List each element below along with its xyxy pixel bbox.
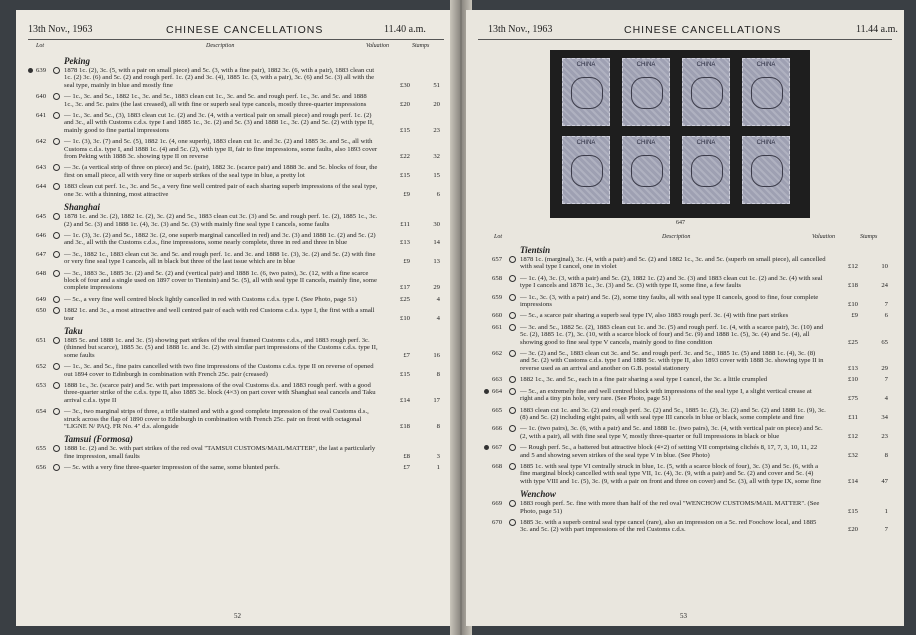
- lot-valuation: £15: [399, 126, 410, 134]
- lot-number: 640: [36, 93, 47, 101]
- circle-marker-icon: [509, 425, 516, 432]
- lot-entry: [26, 138, 448, 160]
- lot-stamp-count: 17: [433, 396, 440, 404]
- lot-number: 662: [492, 350, 503, 358]
- lot-number: 665: [492, 406, 503, 414]
- lot-number: 644: [36, 183, 47, 191]
- circle-marker-icon: [53, 67, 60, 74]
- lot-valuation: £7: [403, 351, 410, 359]
- lot-number: 647: [36, 250, 47, 258]
- lot-entry: [482, 425, 896, 440]
- lot-valuation: £7: [403, 464, 410, 472]
- lot-entry: [26, 232, 448, 247]
- stamp-image: [562, 136, 610, 204]
- lot-valuation: £12: [847, 432, 858, 440]
- lot-valuation: £30: [399, 81, 410, 89]
- circle-marker-icon: [509, 444, 516, 451]
- section-heading: Peking: [64, 56, 90, 66]
- lot-valuation: £9: [851, 312, 858, 320]
- lot-number: 661: [492, 323, 503, 331]
- lot-valuation: £18: [399, 423, 410, 431]
- stamp-label: CHINA: [696, 140, 716, 146]
- lot-valuation: £15: [399, 370, 410, 378]
- lot-stamp-count: 51: [433, 81, 440, 89]
- lot-description: — 1c., 3c. and 5c., (3), 1883 clean cut 1c. (2) and 3c. (4, with a vertical pair on small piece) and rough perf. 1c. (2) and 3c., all with Customs c.d.s. type I and 1885 1c., 3c. (2) and 5c. (3) and 1888 1c., 3c. (2) and 5c. (2) with type II, mainly good to fine partial impressions: [64, 112, 374, 134]
- lot-stamp-count: 7: [884, 376, 888, 384]
- lot-stamp-count: 24: [881, 282, 888, 290]
- cancel-mark: [631, 155, 663, 187]
- cancel-mark: [631, 77, 663, 109]
- lot-number: 643: [36, 164, 47, 172]
- lot-entry: [482, 376, 896, 383]
- lot-valuation: £10: [399, 314, 410, 322]
- lot-number: 648: [36, 269, 47, 277]
- circle-marker-icon: [53, 270, 60, 277]
- lot-entry: [26, 363, 448, 378]
- lot-description: — 5c., an extremely fine and well centred block with impressions of the seal type I, a slight vertical crease at right and a tiny pin hole, very rare. (See Photo, page 51): [520, 387, 812, 403]
- stamp-label: CHINA: [756, 62, 776, 68]
- stamp-label: CHINA: [576, 62, 596, 68]
- lot-stamp-count: 4: [436, 314, 440, 322]
- lot-entry: [482, 500, 896, 515]
- lot-description: 1885 1c. with seal type VI centrally struck in blue, 1c. (5, with a scarce block of four), 3c. (3) and 5c. (6, with a fine marginal block) cancelled with seal type VII, 1c. (4), 3c. (9, with a pair) and 5c. (2) and cover and 5c. (4) with type VIII and 1c. (5), 3c. (9, with a pair on front and three on cover) and 5c. (3), all with type IX, some fine: [520, 462, 822, 485]
- lot-stamp-count: 6: [436, 190, 440, 198]
- stamp-image: [742, 136, 790, 204]
- col-stamps-header: Stamps: [412, 43, 430, 49]
- stamp-image: [682, 58, 730, 126]
- lot-stamp-count: 1: [884, 507, 888, 515]
- lot-valuation: £15: [847, 507, 858, 515]
- col-valuation-header: Valuation: [366, 43, 390, 49]
- lot-stamp-count: 32: [433, 153, 440, 161]
- col-description-header: Description: [662, 234, 691, 240]
- lot-entry: [26, 93, 448, 108]
- lot-valuation: £9: [403, 190, 410, 198]
- circle-marker-icon: [53, 251, 60, 258]
- lot-description: — Rough perf. 5c., a battered but attractive block (4×2) of setting VII comprising clichés 8, 17, 7, 3, 10, 11, 22 and 5 and showing seven strikes of the seal type V in blue. (See Photo): [520, 444, 818, 459]
- lot-number: 654: [36, 408, 47, 416]
- lot-entry: [482, 256, 896, 271]
- lot-valuation: £8: [403, 452, 410, 460]
- circle-marker-icon: [53, 363, 60, 370]
- circle-marker-icon: [53, 138, 60, 145]
- lot-valuation: £9: [403, 258, 410, 266]
- lot-stamp-count: 8: [884, 451, 888, 459]
- lot-stamp-count: 13: [433, 258, 440, 266]
- lot-stamp-count: 10: [881, 263, 888, 271]
- lot-valuation: £25: [399, 295, 410, 303]
- lot-number: 663: [492, 376, 503, 384]
- lot-entry: [26, 183, 448, 198]
- lot-stamp-count: 29: [433, 284, 440, 292]
- lot-description: 1882 1c. and 3c., a most attractive and well centred pair of each with red Customs c.d.s. type I, the first with a small tear: [64, 307, 375, 322]
- lot-valuation: £25: [847, 338, 858, 346]
- circle-marker-icon: [509, 324, 516, 331]
- cancel-mark: [571, 77, 603, 109]
- lot-description: — 3c., 1883 3c., 1885 3c. (2) and 5c. (2) and (vertical pair) and 1888 1c. (6, two pairs), 3c. (12, with a fine scarce block of four and a single used on 1897 cover to Tientsin) and 5c. (5), all with seal type II cancels, mainly fine, some complete impressions: [64, 269, 377, 292]
- photo-caption: 647: [676, 220, 685, 226]
- lot-valuation: £17: [399, 284, 410, 292]
- lot-number: 670: [492, 518, 503, 526]
- circle-marker-icon: [53, 445, 60, 452]
- lot-number: 664: [492, 387, 503, 395]
- lot-entry: [26, 67, 448, 89]
- circle-marker-icon: [509, 500, 516, 507]
- lot-valuation: £32: [847, 451, 858, 459]
- lot-number: 666: [492, 425, 503, 433]
- stamp-label: CHINA: [636, 140, 656, 146]
- lot-description: 1878 1c. (marginal), 3c. (4, with a pair) and 5c. (2) and 1882 1c., 3c. and 5c. (superb on small piece), all cancelled with seal type I cancel, one in violet: [520, 256, 826, 271]
- lot-stamp-count: 47: [881, 477, 888, 485]
- lot-description: — 1c. (two pairs), 3c. (6, with a pair) and 5c. and 1888 1c. (two pairs), 3c. (4, with vertical pair on piece) and 5c. (2, with a pair), all with fine seal type V, mostly three-quarter or full impressions in black or blue: [520, 425, 823, 440]
- header-rule: [28, 39, 444, 40]
- circle-marker-icon: [53, 213, 60, 220]
- col-lot-header: Lot: [494, 234, 503, 240]
- lot-stamp-count: 8: [436, 370, 440, 378]
- lot-entry: [26, 270, 448, 292]
- lot-entry: [26, 296, 448, 303]
- lot-description: — 5c., a scarce pair sharing a superb seal type IV, also 1883 rough perf. 3c. (4) with fine part strikes: [520, 312, 789, 320]
- lot-description: 1888 1c. (2) and 3c. with part strikes of the red oval "TAMSUI CUSTOMS/MAIL/MATTER", the last a particularly fine impression, small faults: [64, 445, 376, 460]
- lot-entry: [26, 464, 448, 471]
- lot-valuation: £12: [847, 263, 858, 271]
- circle-marker-icon: [509, 275, 516, 282]
- section-heading: Tientsin: [520, 245, 551, 255]
- lot-number: 652: [36, 363, 47, 371]
- lot-description: — 3c., two marginal strips of three, a trifle stained and with a good complete impression of the oval Customs d.s., struck across the flap of 1890 cover to Edinburgh in combination with French 25c. pair on front with octagonal "LIGNE N/ PAQ. FR No. 4" d.s. alongside: [64, 408, 369, 431]
- header-time: 11.44 a.m.: [856, 24, 898, 35]
- section-heading: Taku: [64, 325, 83, 336]
- lot-number: 642: [36, 138, 47, 146]
- lot-number: 669: [492, 500, 503, 508]
- lot-number: 655: [36, 445, 47, 453]
- lot-description: 1888 1c., 3c. (scarce pair) and 5c. with part impressions of the oval Customs d.s. and 1883 rough perf. with a good three-quarter strike of the c.d.s. type II, also 1885 3c. block (4×3) on part cover with Shanghai seal cancels and Taku arrival c.d.s. type II: [64, 382, 376, 404]
- header-date: 13th Nov., 1963: [28, 24, 93, 35]
- lot-number: 667: [492, 444, 503, 452]
- header-time: 11.40 a.m.: [384, 24, 426, 35]
- cancel-mark: [691, 155, 723, 187]
- lot-entry: [482, 275, 896, 290]
- lot-entry: [482, 388, 896, 403]
- lot-number: 656: [36, 464, 47, 472]
- col-valuation-header: Valuation: [812, 234, 836, 240]
- circle-marker-icon: [509, 312, 516, 319]
- lot-entry: [26, 307, 448, 322]
- lot-description: — 3c. and 5c., 1882 5c. (2), 1883 clean cut 1c. and 3c. (5) and rough perf. 1c. (4, with a scarce pair), 3c. (10) and 5c. (2), 1885 1c. (7), 3c. (10, with a scarce block of four) and 5c. (9) and 1888 1c. (5), 3c. (4) and 5c. (4), all showing good to fine seal type V cancels, mainly good to fine condition: [520, 323, 824, 346]
- lot-number: 639: [36, 67, 47, 74]
- lot-stamp-count: 20: [433, 100, 440, 108]
- lot-description: — 1c. (3), 3c. (7) and 5c. (5), 1882 1c. (4, one superb), 1883 clean cut 1c. and 3c. (2) and 1885 3c. and 5c., all with Customs c.d.s. type I, and 1888 1c. (4) and 5c. (2), with type II, fair to fine impressions, some faults, also 1893 cover from Peking with 1888 3c. showing type II on reverse: [64, 138, 378, 161]
- circle-marker-icon: [53, 307, 60, 314]
- lot-number: 641: [36, 112, 47, 120]
- lot-entry: [482, 324, 896, 346]
- lot-description: — 1c., 3c. (3, with a pair) and 5c. (2), some tiny faults, all with seal type II cancels, good to fine, four complete impressions: [520, 293, 819, 309]
- lot-number: 660: [492, 312, 503, 320]
- lot-description: — 5c., a very fine well centred block lightly cancelled in red with Customs c.d.s. type I. (See Photo, page 51): [64, 295, 357, 303]
- lot-stamp-count: 4: [884, 395, 888, 403]
- circle-marker-icon: [53, 93, 60, 100]
- lot-entry: [26, 408, 448, 430]
- circle-marker-icon: [509, 388, 516, 395]
- lot-valuation: £11: [848, 413, 858, 421]
- col-lot-header: Lot: [36, 43, 45, 49]
- cancel-mark: [571, 155, 603, 187]
- lot-entry: [26, 251, 448, 266]
- section-heading: Shanghai: [64, 202, 101, 213]
- lot-number: 653: [36, 382, 47, 389]
- stamp-image: [682, 136, 730, 204]
- stamp-block-photo: [550, 50, 810, 218]
- lot-description: — 1c., 3c. and 5c., fine pairs cancelled with two fine impressions of the Customs c.d.s. type II on reverse of opened out 1894 cover to Edinburgh in combination with French 25c. pair (creased): [64, 363, 374, 378]
- lot-description: 1883 clean cut 1c. and 3c. (2) and rough perf. 3c. (2) and 5c., 1885 1c. (2), 3c. (2) and 5c. (2) and 1888 1c. (9), 3c. (8) and 5c. (2) including eight pairs, all with seal type III cancels in blue or black, some complete and fine: [520, 406, 826, 421]
- lot-entry: [482, 519, 896, 534]
- circle-marker-icon: [509, 376, 516, 383]
- left-page: [16, 10, 456, 626]
- lot-description: — 5c. with a very fine three-quarter impression of the same, some blunted perfs.: [64, 464, 280, 472]
- circle-marker-icon: [53, 408, 60, 415]
- cancel-mark: [751, 155, 783, 187]
- circle-marker-icon: [509, 519, 516, 526]
- lot-stamp-count: 8: [436, 423, 440, 431]
- lot-entry: [26, 164, 448, 179]
- lot-description: 1883 clean cut perf. 1c., 3c. and 5c., a very fine well centred pair of each sharing superb impressions of the seal type, one 3c. with a thinning, most attractive: [64, 183, 378, 198]
- lot-description: — 3c., 1882 1c., 1883 clean cut 3c. and 5c. and rough perf. 1c. and 3c. and 1888 1c. (3), 3c. (2) and 5c. (2) with fine or very fine seal type I cancels, all in black but three of the last issue which are in blue: [64, 250, 376, 266]
- lot-stamp-count: 16: [433, 351, 440, 359]
- circle-marker-icon: [53, 337, 60, 344]
- lot-number: 651: [36, 336, 47, 344]
- stamp-image: [742, 58, 790, 126]
- lot-entry: [482, 407, 896, 422]
- lot-stamp-count: 29: [881, 364, 888, 372]
- header-rule: [478, 39, 892, 40]
- lot-number: 650: [36, 307, 47, 315]
- lot-description: — 1c. (3), 3c. (2) and 5c., 1882 3c. (2, one superb marginal cancelled in red) and 3c. (3) and 1888 1c. (2) and 5c. (2) and 3c., all with the Customs c.d.s., fine impressions, some nearly complete, three in red and three in blue: [64, 231, 376, 247]
- lot-valuation: £14: [399, 396, 410, 404]
- lot-valuation: £11: [400, 220, 410, 228]
- lot-number: 649: [36, 295, 47, 303]
- lot-valuation: £75: [847, 395, 858, 403]
- lot-valuation: £22: [399, 153, 410, 161]
- stamp-label: CHINA: [636, 62, 656, 68]
- lot-entry: [26, 112, 448, 134]
- cancel-mark: [691, 77, 723, 109]
- lot-description: 1885 3c. with a superb central seal type cancel (rare), also an impression on a 5c. red Foochow local, and 1885 3c. and 5c. (2) with part impressions of the red Customs c.d.s.: [520, 518, 817, 534]
- circle-marker-icon: [509, 294, 516, 301]
- lot-description: 1883 rough perf. 5c. fine with more than half of the red oval "WENCHOW CUSTOMS/MAIL MATTER". (See Photo, page 51): [520, 500, 820, 515]
- stamp-image: [622, 58, 670, 126]
- photo-marker-icon: [484, 389, 489, 394]
- lot-entry: [482, 463, 896, 485]
- lot-number: 657: [492, 256, 503, 263]
- lot-description: — 3c. (a vertical strip of three on piece) and 5c. (pair), 1882 3c. (scarce pair) and 1888 3c. and 5c. blocks of four, the first on small piece, all with very fine or superb strikes of the seal type in blue, a pretty lot: [64, 164, 378, 179]
- lot-description: 1878 1c. and 3c. (2), 1882 1c. (2), 3c. (2) and 5c., 1883 clean cut 3c. (3) and 5c. and rough perf. 1c. (2), 1885 1c., 3c. (2) and 5c. (3) and 1888 1c. (4), 3c. (3) and 5c. (3) with mainly fine seal type I cancels, some faults: [64, 213, 378, 228]
- cancel-mark: [751, 77, 783, 109]
- lot-valuation: £10: [847, 301, 858, 309]
- circle-marker-icon: [509, 350, 516, 357]
- circle-marker-icon: [53, 232, 60, 239]
- lot-stamp-count: 7: [884, 301, 888, 309]
- lot-list: [26, 54, 448, 476]
- lot-entry: [26, 382, 448, 404]
- lot-entry: [482, 294, 896, 309]
- section-heading: Wenchow: [520, 489, 556, 500]
- lot-stamp-count: 14: [433, 239, 440, 247]
- section-heading: Tamsui (Formosa): [64, 434, 133, 445]
- lot-number: 658: [492, 274, 503, 282]
- circle-marker-icon: [53, 382, 60, 389]
- stamp-label: CHINA: [756, 140, 776, 146]
- circle-marker-icon: [509, 463, 516, 470]
- lot-description: — 3c. (2) and 5c., 1883 clean cut 3c. and 5c. and rough perf. 3c. and 5c., 1885 1c. (5) and 1888 1c. (4), 3c. (8) and 5c. (2) with Customs c.d.s. type I and 1888 5c. with type II, also 1893 cover with 1888 3c. showing type II in reverse used as an arrival and another on G.B. postal stationery: [520, 350, 824, 372]
- lot-number: 668: [492, 462, 503, 470]
- lot-number: 645: [36, 213, 47, 221]
- circle-marker-icon: [53, 112, 60, 119]
- header-title: CHINESE CANCELLATIONS: [624, 24, 782, 36]
- right-page: [466, 10, 904, 626]
- lot-description: 1882 1c., 3c. and 5c., each in a fine pair sharing a seal type I cancel, the 3c. a little crumpled: [520, 376, 768, 384]
- lot-entry: [26, 445, 448, 460]
- lot-stamp-count: 30: [433, 220, 440, 228]
- lot-entry: [26, 213, 448, 228]
- circle-marker-icon: [53, 296, 60, 303]
- circle-marker-icon: [509, 407, 516, 414]
- lot-valuation: £20: [399, 100, 410, 108]
- lot-stamp-count: 34: [881, 413, 888, 421]
- header-date: 13th Nov., 1963: [488, 24, 553, 35]
- lot-stamp-count: 3: [436, 452, 440, 460]
- lot-stamp-count: 23: [881, 432, 888, 440]
- circle-marker-icon: [53, 464, 60, 471]
- lot-list: [482, 243, 896, 538]
- lot-entry: [482, 312, 896, 319]
- lot-valuation: £13: [847, 364, 858, 372]
- lot-description: 1878 1c. (2), 3c. (5, with a pair on small piece) and 5c. (3, with a fine pair), 1882 3c. (6, with a pair), 1883 clean cut 1c. (2) 3c. (6) and 5c. (2) and rough perf. 1c. (2) and 3c. (4), 1885 1c. (3, with a pair), 3c. (6) and 5c. (3) all with the seal type, mainly in blue and mostly fine: [64, 67, 375, 89]
- lot-valuation: £14: [847, 477, 858, 485]
- page-number: 52: [234, 612, 241, 620]
- lot-stamp-count: 4: [436, 295, 440, 303]
- photo-marker-icon: [28, 68, 33, 73]
- lot-stamp-count: 65: [881, 338, 888, 346]
- lot-description: 1885 5c. and 1888 1c. and 3c. (5) showing part strikes of the oval framed Customs c.d.s., and 1883 rough perf. 3c. (thinned but scarce), 1885 3c. (5) and 1888 1c. and 3c. (2) with similar part impressions of the Customs c.d.s. type II, some faults: [64, 336, 378, 359]
- photo-marker-icon: [484, 445, 489, 450]
- circle-marker-icon: [53, 183, 60, 190]
- lot-number: 659: [492, 293, 503, 301]
- circle-marker-icon: [509, 256, 516, 263]
- lot-stamp-count: 23: [433, 126, 440, 134]
- page-number: 53: [680, 612, 687, 620]
- lot-description: — 1c., 3c. and 5c., 1882 1c., 3c. and 5c., 1883 clean cut 1c., 3c. and 5c. and rough perf. 1c., 3c. and 5c. and 1888 1c., 3c. and 5c. pairs (the last creased), all with fine or superb seal type cancels, mostly three-quarter impressions: [64, 93, 367, 108]
- lot-stamp-count: 15: [433, 171, 440, 179]
- stamp-image: [622, 136, 670, 204]
- lot-description: — 1c. (4), 3c. (3, with a pair) and 5c. (2), 1882 1c. (2) and 3c. (3) and 1883 clean cut 1c. (2) and 3c. (4) with seal type I cancels and 1878 1c., 3c. (3) and 5c. (3) with type II, some fine, a few faults: [520, 274, 823, 290]
- col-description-header: Description: [206, 43, 235, 49]
- lot-valuation: £15: [399, 171, 410, 179]
- circle-marker-icon: [53, 164, 60, 171]
- lot-number: 646: [36, 231, 47, 239]
- lot-entry: [482, 444, 896, 459]
- lot-stamp-count: 7: [884, 526, 888, 534]
- lot-valuation: £20: [847, 526, 858, 534]
- lot-valuation: £10: [847, 376, 858, 384]
- col-stamps-header: Stamps: [860, 234, 878, 240]
- stamp-label: CHINA: [696, 62, 716, 68]
- header-title: CHINESE CANCELLATIONS: [166, 24, 324, 36]
- stamp-image: [562, 58, 610, 126]
- lot-entry: [26, 337, 448, 359]
- lot-stamp-count: 1: [436, 464, 440, 472]
- lot-valuation: £18: [847, 282, 858, 290]
- lot-stamp-count: 6: [884, 312, 888, 320]
- lot-entry: [482, 350, 896, 372]
- lot-valuation: £13: [399, 239, 410, 247]
- stamp-label: CHINA: [576, 140, 596, 146]
